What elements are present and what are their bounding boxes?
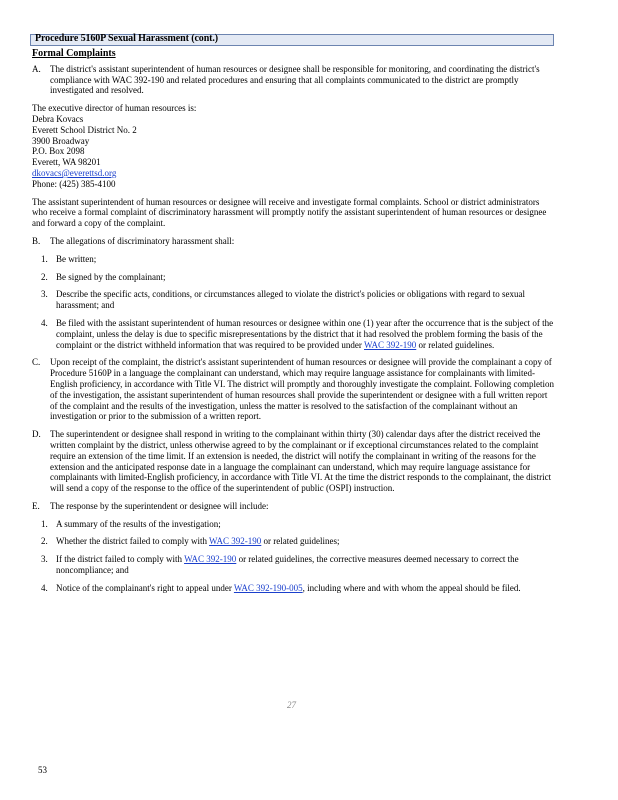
item-text: The allegations of discriminatory harassment shall:	[50, 235, 235, 246]
item-b-sub	[32, 318, 554, 350]
item-a	[32, 64, 554, 96]
item-b-sub	[32, 272, 554, 283]
item-marker: E.	[32, 500, 40, 511]
item-marker: C.	[32, 357, 41, 368]
item-d	[32, 429, 554, 494]
sub-marker: 3.	[41, 289, 48, 300]
item-marker: D.	[32, 429, 41, 440]
contact-name: Debra Kovacs	[32, 113, 84, 124]
sub-marker: 2.	[41, 271, 48, 282]
header-bar	[30, 34, 554, 46]
item-e-sub	[32, 536, 554, 547]
item-e-sub	[32, 583, 554, 594]
item-text: The superintendent or designee shall respond in writing to the complainant within thirty (30) calendar days after the district received the written complaint by the district, unless otherwise agreed to by the complainant or if exceptional circumstances related to the complaint require an extension of the time limit. If an extension is needed, the district will notify the complainant in writing of the reasons for the extension and the anticipated response date in a language the complainant can understand, which may require language assistance for complainants with limited-English proficiency, in accordance with Title VI. At the time the district responds to the complainant, the district will send a copy of the response to the office of the superintendent of public (OSPI) instruction.	[50, 429, 552, 494]
sub-text: or related guidelines, the corrective measures deemed necessary to correct the noncompliance; and	[56, 554, 519, 576]
contact-city: Everett, WA 98201	[32, 157, 101, 168]
item-e-sub	[32, 554, 554, 576]
sub-text: , including where and with whom the appeal should be filed.	[302, 582, 521, 593]
wac-link[interactable]: WAC 392-190	[184, 554, 237, 565]
item-marker: B.	[32, 235, 41, 246]
section-title: Formal Complaints	[32, 48, 116, 59]
receive-paragraph: The assistant superintendent of human resources or designee will receive and investigate formal complaints. School or district administrators who receive a formal complaint of discriminatory harassment will promptly notify the assistant superintendent of human resources or designee and forward a copy of the complaint.	[32, 196, 547, 229]
item-b-sub	[32, 289, 554, 311]
sub-text: Be filed with the assistant superintendent of human resources or designee within one (1) year after the occurrence that is the subject of the complaint, unless the delay is due to specific misrepresentations by the district that it had resolved the problem forming the basis of the complaint or the district withheld information that was required to be provided under	[56, 317, 554, 350]
sub-marker: 2.	[41, 536, 48, 547]
sub-marker: 3.	[41, 554, 48, 565]
contact-street: 3900 Broadway	[32, 135, 90, 146]
item-e	[32, 501, 554, 512]
contact-org: Everett School District No. 2	[32, 124, 137, 135]
item-text: Upon receipt of the complaint, the district's assistant superintendent of human resources or designee will provide the complainant a copy of Procedure 5160P in a language the complainant can understand, which may require language assistance for complainants with limited-English proficiency, in accordance with Title VI. The district will promptly and thoroughly investigate the complaint. Following completion of the investigation, the assistant superintendent of human resources shall provide the superintendent or designee with a full written report of the complaint and the results of the investigation, unless the matter is resolved to the satisfaction of the complainant without an investigation or prior to the submission of a written report.	[50, 357, 554, 422]
sub-text: A summary of the results of the investigation;	[56, 518, 221, 529]
item-text: The district's assistant superintendent of human resources or designee shall be responsible for monitoring, and coordinating the district's compliance with WAC 392-190 and related procedures and ensuring that all complaints communicated to the district are promptly investigated and resolved.	[50, 63, 540, 96]
wac-link[interactable]: WAC 392-190-005	[233, 582, 303, 593]
sub-marker: 4.	[41, 582, 48, 593]
item-b	[32, 236, 554, 247]
item-text: The response by the superintendent or designee will include:	[50, 500, 269, 511]
sub-marker: 4.	[41, 317, 48, 328]
wac-link[interactable]: WAC 392-190	[364, 339, 417, 350]
sub-text: Be signed by the complainant;	[56, 271, 166, 282]
item-marker: A.	[32, 63, 41, 74]
contact-pobox: P.O. Box 2098	[32, 146, 85, 157]
sub-marker: 1.	[41, 518, 48, 529]
sub-text: Describe the specific acts, conditions, or circumstances alleged to violate the district's policies or obligations with regard to sexual harassment; and	[56, 289, 525, 311]
page-title: Procedure 5160P Sexual Harassment (cont.)	[35, 33, 219, 44]
sub-text: or related guidelines.	[416, 339, 495, 350]
contact-block	[32, 103, 554, 189]
wac-link[interactable]: WAC 392-190	[209, 536, 262, 547]
contact-intro: The executive director of human resources is:	[32, 103, 197, 114]
item-e-sub	[32, 519, 554, 530]
footer-page-number: 53	[38, 765, 47, 775]
item-b-sub	[32, 254, 554, 265]
item-c	[32, 357, 554, 422]
footer-page-label: 27	[287, 700, 296, 710]
contact-phone: Phone: (425) 385-4100	[32, 178, 116, 189]
sub-marker: 1.	[41, 253, 48, 264]
document-body	[32, 49, 554, 601]
sub-text: If the district failed to comply with	[56, 554, 185, 565]
sub-text: Be written;	[56, 253, 97, 264]
sub-text: Notice of the complainant's right to appeal under	[56, 582, 234, 593]
sub-text: Whether the district failed to comply with	[56, 536, 210, 547]
contact-email-link[interactable]: dkovacs@everettsd.org	[32, 167, 117, 178]
sub-text: or related guidelines;	[261, 536, 340, 547]
